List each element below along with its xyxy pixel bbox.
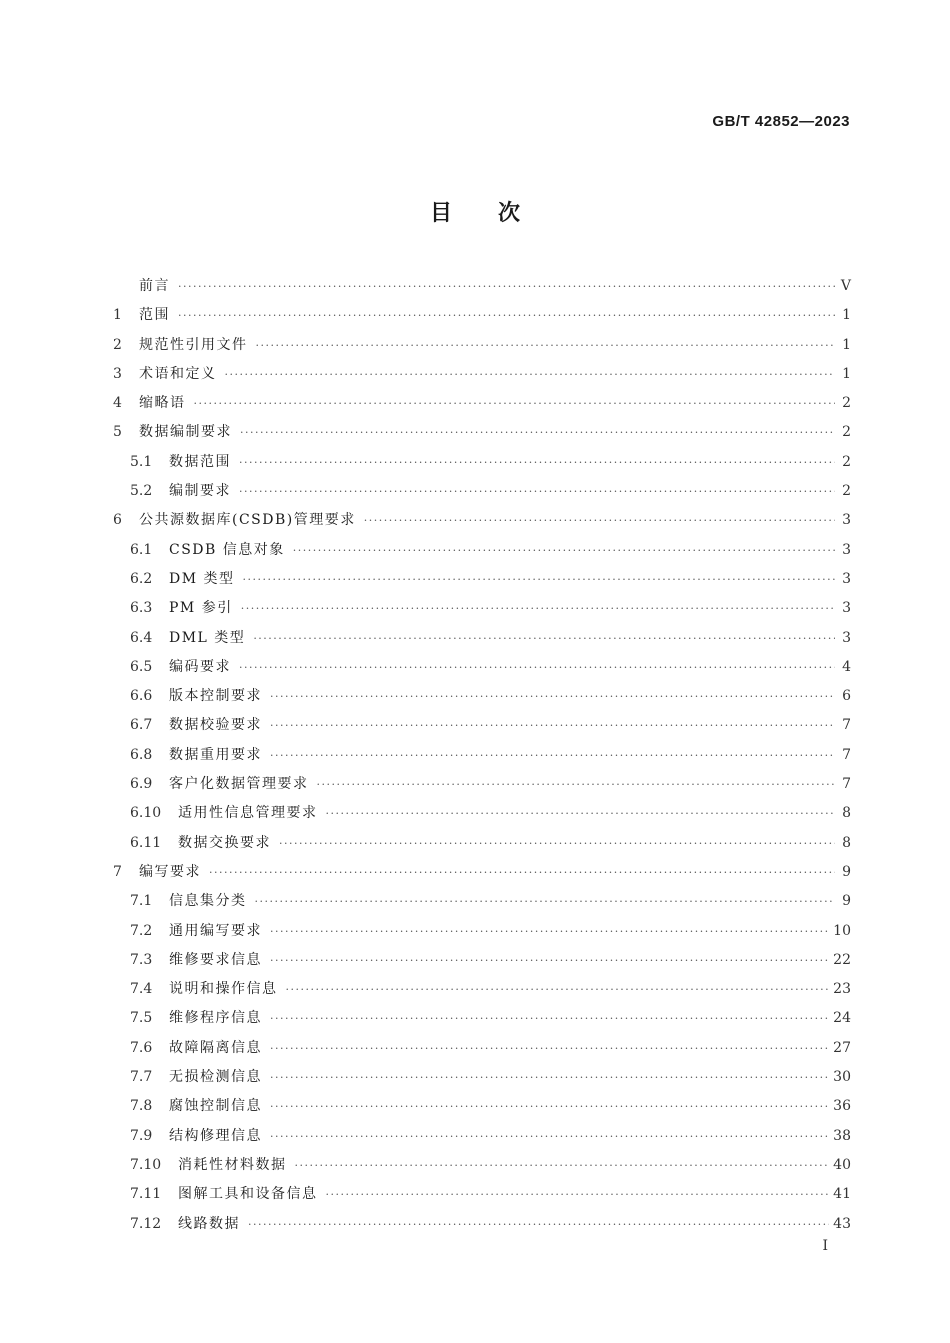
toc-entry-page: 36	[833, 1098, 851, 1115]
toc-entry-number: 7.1	[130, 893, 153, 910]
toc-entry-label: 消耗性材料数据	[178, 1156, 287, 1173]
toc-entry-number: 5.1	[130, 453, 153, 470]
toc-entry-number: 7.9	[130, 1127, 153, 1144]
toc-entry-label: 图解工具和设备信息	[178, 1186, 318, 1203]
toc-entry-page: 4	[842, 658, 851, 675]
dot-leader	[256, 331, 836, 360]
dot-leader	[270, 1004, 829, 1033]
toc-entry-label: 数据范围	[169, 453, 231, 470]
toc-entry[interactable]	[113, 477, 851, 506]
toc-entry[interactable]	[113, 946, 851, 975]
toc-entry-label: 编写要求	[139, 863, 201, 880]
dot-leader	[270, 917, 829, 946]
toc-entry-number: 7.12	[130, 1215, 162, 1232]
toc-entry-page: 41	[833, 1186, 851, 1203]
toc-entry-label: 数据校验要求	[169, 717, 262, 734]
toc-entry[interactable]	[113, 565, 851, 594]
dot-leader	[364, 506, 835, 535]
toc-entry-number: 4	[113, 395, 122, 412]
toc-entry-number: 6.9	[130, 776, 153, 793]
toc-entry[interactable]	[113, 741, 851, 770]
toc-entry-number: 6.1	[130, 541, 153, 558]
toc-entry[interactable]	[113, 594, 851, 623]
toc-entry[interactable]	[113, 887, 851, 916]
toc-entry-label: 客户化数据管理要求	[169, 776, 309, 793]
toc-entry-number: 6.7	[130, 717, 153, 734]
toc-entry-page: 3	[842, 570, 851, 587]
toc-entry-page: 30	[833, 1069, 851, 1086]
toc-entry[interactable]	[113, 389, 851, 418]
dot-leader	[253, 624, 835, 653]
toc-entry[interactable]	[113, 1034, 851, 1063]
toc-entry-label: 通用编写要求	[169, 922, 262, 939]
toc-entry-page: 8	[842, 805, 851, 822]
toc-entry-number: 6.8	[130, 746, 153, 763]
toc-entry[interactable]	[113, 917, 851, 946]
toc-entry-label: 版本控制要求	[169, 688, 262, 705]
toc-entry-number: 6.2	[130, 570, 153, 587]
dot-leader	[240, 418, 835, 447]
dot-leader	[178, 301, 835, 330]
toc-entry-number: 6.10	[130, 805, 162, 822]
toc-entry-number: 7	[113, 863, 122, 880]
toc-entry-label: CSDB 信息对象	[169, 541, 285, 558]
dot-leader	[293, 536, 835, 565]
toc-entry-label: 无损检测信息	[169, 1069, 262, 1086]
toc-entry-page: 3	[842, 541, 851, 558]
toc-entry-number: 7.4	[130, 981, 153, 998]
toc-entry[interactable]	[113, 272, 851, 301]
dot-leader	[286, 975, 830, 1004]
toc-entry-number: 7.2	[130, 922, 153, 939]
toc-entry-label: 规范性引用文件	[139, 336, 248, 353]
toc-entry-page: 22	[833, 951, 851, 968]
toc-entry-label: 信息集分类	[169, 893, 247, 910]
toc-entry-number: 1	[113, 307, 122, 324]
toc-entry-page: 2	[842, 453, 851, 470]
standard-number: GB/T 42852—2023	[712, 113, 850, 130]
toc-entry[interactable]	[113, 770, 851, 799]
toc-entry-number: 7.5	[130, 1010, 153, 1027]
toc-entry-number: 5	[113, 424, 122, 441]
toc-entry[interactable]	[113, 975, 851, 1004]
toc-entry-label: 故障隔离信息	[169, 1039, 262, 1056]
toc-entry[interactable]	[113, 536, 851, 565]
toc-entry-page: 7	[842, 776, 851, 793]
toc-entry-page: 3	[842, 512, 851, 529]
toc-entry-page: 9	[842, 893, 851, 910]
toc-entry-number: 7.6	[130, 1039, 153, 1056]
toc-entry[interactable]	[113, 1210, 851, 1239]
toc-entry-page: 1	[842, 336, 851, 353]
dot-leader	[239, 653, 835, 682]
toc-entry[interactable]	[113, 1063, 851, 1092]
dot-leader	[209, 858, 835, 887]
toc-entry-label: 腐蚀控制信息	[169, 1098, 262, 1115]
toc-entry-page: 27	[833, 1039, 851, 1056]
toc-entry-label: 结构修理信息	[169, 1127, 262, 1144]
toc-entry-page: 6	[842, 688, 851, 705]
toc-entry-page: 3	[842, 629, 851, 646]
toc-entry[interactable]	[113, 1180, 851, 1209]
toc-entry-number: 7.10	[130, 1156, 162, 1173]
page-number: I	[822, 1238, 828, 1254]
toc-entry-number: 6.11	[130, 834, 162, 851]
dot-leader	[225, 360, 836, 389]
toc-entry[interactable]	[113, 624, 851, 653]
toc-entry-label: 适用性信息管理要求	[178, 805, 318, 822]
toc-entry-page: 1	[842, 307, 851, 324]
dot-leader	[178, 272, 835, 301]
toc-entry[interactable]	[113, 1004, 851, 1033]
toc-entry-page: 9	[842, 863, 851, 880]
dot-leader	[248, 1210, 829, 1239]
toc-entry-page: 3	[842, 600, 851, 617]
toc-entry-label: 维修要求信息	[169, 951, 262, 968]
dot-leader	[241, 594, 835, 623]
toc-entry-page: 2	[842, 395, 851, 412]
toc-entry-page: 23	[833, 981, 851, 998]
dot-leader	[326, 1180, 830, 1209]
toc-entry-label: 数据重用要求	[169, 746, 262, 763]
toc-entry-page: 7	[842, 717, 851, 734]
toc-entry-label: 编制要求	[169, 483, 231, 500]
toc-entry-number: 3	[113, 365, 122, 382]
toc-entry-number: 2	[113, 336, 122, 353]
toc-list	[113, 272, 851, 1239]
toc-entry-label: DML 类型	[169, 629, 246, 646]
toc-entry[interactable]	[113, 506, 851, 535]
toc-entry-label: 范围	[139, 307, 170, 324]
toc-entry-label: 数据编制要求	[139, 424, 232, 441]
toc-entry-number: 6	[113, 512, 122, 529]
dot-leader	[243, 565, 835, 594]
toc-entry-page: 38	[833, 1127, 851, 1144]
toc-entry-number: 6.6	[130, 688, 153, 705]
toc-entry[interactable]	[113, 331, 851, 360]
toc-entry-page: 7	[842, 746, 851, 763]
toc-entry[interactable]	[113, 799, 851, 828]
toc-entry-label: 说明和操作信息	[169, 981, 278, 998]
toc-entry-label: DM 类型	[169, 570, 235, 587]
toc-entry-page: 2	[842, 424, 851, 441]
toc-entry-label: 前言	[139, 278, 170, 294]
toc-entry-number: 7.11	[130, 1186, 162, 1203]
dot-leader	[255, 887, 836, 916]
dot-leader	[270, 741, 835, 770]
toc-entry[interactable]	[113, 653, 851, 682]
toc-title: 目次	[429, 201, 566, 226]
dot-leader	[270, 682, 835, 711]
toc-entry-number: 7.3	[130, 951, 153, 968]
toc-entry-label: 维修程序信息	[169, 1010, 262, 1027]
toc-entry-label: 线路数据	[178, 1215, 240, 1232]
toc-entry[interactable]	[113, 858, 851, 887]
toc-entry[interactable]	[113, 829, 851, 858]
toc-entry-number: 6.4	[130, 629, 153, 646]
dot-leader	[194, 389, 836, 418]
toc-entry-page: 2	[842, 483, 851, 500]
dot-leader	[279, 829, 835, 858]
dot-leader	[326, 799, 836, 828]
dot-leader	[270, 1034, 829, 1063]
toc-entry[interactable]	[113, 301, 851, 330]
dot-leader	[239, 477, 835, 506]
toc-entry-label: 数据交换要求	[178, 834, 271, 851]
toc-entry-page: V	[840, 278, 851, 294]
toc-entry-number: 6.5	[130, 658, 153, 675]
dot-leader	[270, 1122, 829, 1151]
dot-leader	[270, 1063, 829, 1092]
toc-entry-page: 40	[833, 1156, 851, 1173]
toc-entry[interactable]	[113, 1122, 851, 1151]
toc-entry-label: 公共源数据库(CSDB)管理要求	[139, 512, 356, 529]
toc-entry[interactable]	[113, 1151, 851, 1180]
toc-entry[interactable]	[113, 418, 851, 447]
toc-entry-page: 24	[833, 1010, 851, 1027]
toc-entry[interactable]	[113, 1092, 851, 1121]
dot-leader	[239, 448, 835, 477]
toc-entry-label: 术语和定义	[139, 365, 217, 382]
toc-entry[interactable]	[113, 711, 851, 740]
toc-entry-page: 8	[842, 834, 851, 851]
toc-entry-number: 6.3	[130, 600, 153, 617]
toc-entry-page: 10	[833, 922, 851, 939]
toc-entry-label: 缩略语	[139, 395, 186, 412]
toc-entry-number: 7.7	[130, 1069, 153, 1086]
dot-leader	[295, 1151, 830, 1180]
toc-entry-page: 43	[833, 1215, 851, 1232]
toc-entry-number: 7.8	[130, 1098, 153, 1115]
dot-leader	[270, 1092, 829, 1121]
dot-leader	[270, 711, 835, 740]
toc-entry-page: 1	[842, 365, 851, 382]
toc-entry[interactable]	[113, 682, 851, 711]
toc-entry-number: 5.2	[130, 483, 153, 500]
toc-entry-label: 编码要求	[169, 658, 231, 675]
dot-leader	[317, 770, 836, 799]
toc-entry-label: PM 参引	[169, 600, 233, 617]
toc-entry[interactable]	[113, 360, 851, 389]
toc-entry[interactable]	[113, 448, 851, 477]
dot-leader	[270, 946, 829, 975]
